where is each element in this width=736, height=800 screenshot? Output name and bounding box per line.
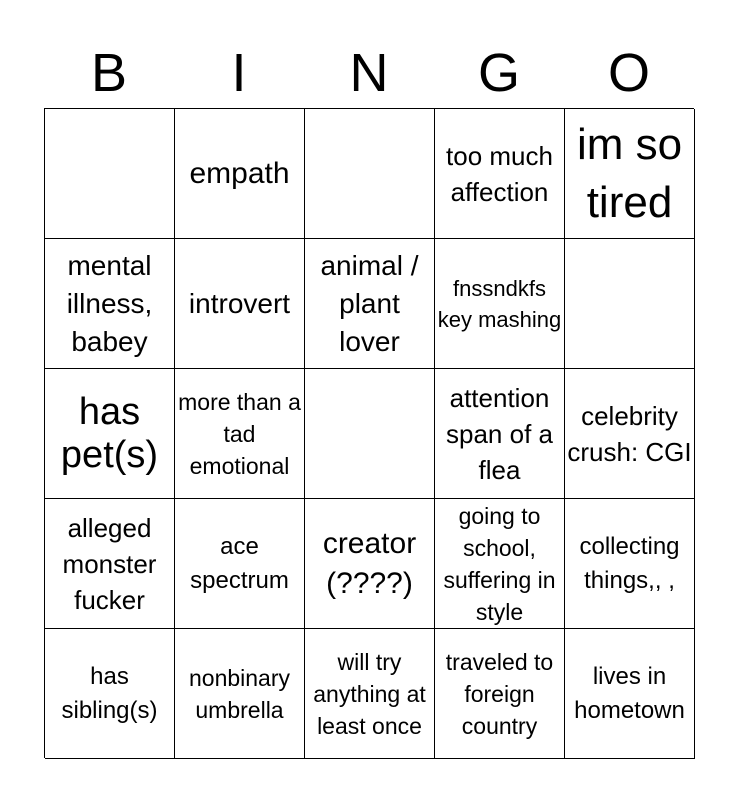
- bingo-cell[interactable]: [435, 369, 565, 499]
- cell-text: nonbinary umbrella: [188, 664, 291, 723]
- bingo-cell[interactable]: [565, 239, 695, 369]
- bingo-cell[interactable]: [305, 239, 435, 369]
- cell-text: more than a tad emotional: [178, 388, 301, 479]
- cell-text: will try anything at least once: [313, 648, 426, 739]
- cell-text: too much affection: [446, 140, 553, 207]
- cell-text: attention span of a flea: [446, 382, 553, 485]
- bingo-cell[interactable]: [175, 369, 305, 499]
- bingo-cell[interactable]: [565, 499, 695, 629]
- cell-text: lives in hometown: [574, 662, 685, 724]
- bingo-cell[interactable]: [435, 109, 565, 239]
- bingo-cell[interactable]: [305, 629, 435, 759]
- bingo-cell[interactable]: [305, 499, 435, 629]
- cell-text: celebrity crush: CGI: [567, 400, 692, 467]
- bingo-cell[interactable]: [45, 369, 175, 499]
- header-letter-b: B: [90, 43, 128, 103]
- bingo-cell[interactable]: [45, 499, 175, 629]
- bingo-cell[interactable]: [565, 369, 695, 499]
- header-letter-n: N: [349, 43, 389, 103]
- cell-text: creator (????): [322, 526, 417, 600]
- header-letter-o: O: [607, 43, 650, 103]
- bingo-cell[interactable]: [45, 109, 175, 239]
- cell-text: im so tired: [576, 119, 683, 227]
- bingo-cell[interactable]: [435, 239, 565, 369]
- bingo-cell[interactable]: [565, 109, 695, 239]
- cell-text: traveled to foreign country: [445, 648, 554, 739]
- bingo-cell[interactable]: [45, 239, 175, 369]
- bingo-cell[interactable]: [175, 109, 305, 239]
- cell-text: alleged monster fucker: [62, 512, 157, 615]
- cell-text: has pet(s): [60, 390, 159, 476]
- cell-text: mental illness, babey: [66, 249, 153, 357]
- bingo-cell[interactable]: [435, 629, 565, 759]
- cell-text: going to school, suffering in style: [443, 502, 556, 625]
- header-letter-g: G: [477, 43, 520, 103]
- bingo-cell[interactable]: [435, 499, 565, 629]
- cell-text: animal / plant lover: [320, 249, 419, 357]
- cell-text: fnssndkfs key mashing: [437, 275, 562, 332]
- bingo-cell[interactable]: [175, 629, 305, 759]
- cell-text: has sibling(s): [61, 662, 158, 724]
- cell-text: collecting things,, ,: [579, 532, 680, 594]
- cell-text: introvert: [188, 287, 291, 319]
- bingo-cell[interactable]: [305, 369, 435, 499]
- bingo-grid: [44, 108, 694, 758]
- bingo-cell[interactable]: [565, 629, 695, 759]
- bingo-header: [44, 40, 694, 106]
- bingo-cell[interactable]: [45, 629, 175, 759]
- bingo-cell[interactable]: [305, 109, 435, 239]
- bingo-cell[interactable]: [175, 499, 305, 629]
- cell-text: empath: [189, 156, 290, 190]
- bingo-cell[interactable]: [175, 239, 305, 369]
- header-letter-i: I: [231, 43, 247, 103]
- cell-text: ace spectrum: [190, 532, 289, 594]
